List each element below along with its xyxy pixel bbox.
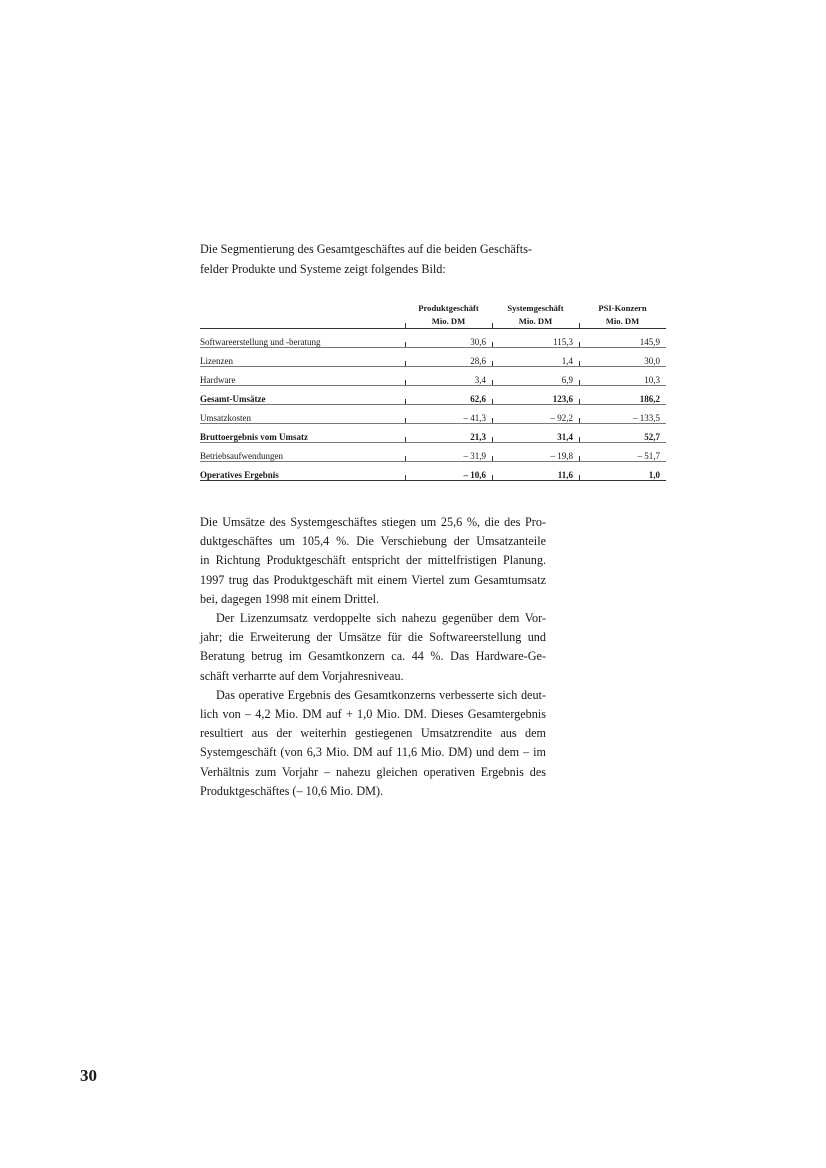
text-line: jahr; die Erweiterung der Umsätze für die Softwareerstellung und [200,630,546,645]
cell-systemgeschaeft [492,424,579,443]
text-line: Beratung betrug im Gesamtkonzern ca. 44 %. Das Hardware-Ge- [200,649,546,664]
row-label: Gesamt-Umsätze [200,386,405,405]
cell-value: – 10,6 [463,470,486,480]
cell-produktgeschaeft [405,462,492,481]
column-tick [492,399,493,404]
table-row [200,405,666,424]
cell-produktgeschaeft [405,386,492,405]
column-tick [579,437,580,442]
column-tick [405,380,406,385]
table-row-total [200,386,666,405]
unit-label: Mio. DM [518,315,553,326]
column-tick [579,475,580,480]
row-label: Hardware [200,367,405,386]
column-tick [492,323,493,328]
cell-value: 28,6 [470,356,486,366]
cell-psi-konzern [579,424,666,443]
cell-psi-konzern [579,329,666,348]
text-line: duktgeschäftes um 105,4 %. Die Verschiebung der Umsatzanteile [200,534,546,549]
page-number: 30 [80,1066,97,1085]
unit-label: Mio. DM [431,315,466,326]
header-blank [200,298,405,313]
unit-label: Mio. DM [605,315,640,326]
column-tick [405,437,406,442]
column-tick [492,361,493,366]
cell-produktgeschaeft [405,348,492,367]
cell-value: 3,4 [474,375,486,385]
cell-value: 31,4 [557,432,573,442]
text-line: Systemgeschäft (von 6,3 Mio. DM auf 11,6 Mio. DM) und dem – im [200,745,546,760]
cell-value: 30,6 [470,337,486,347]
text-line: lich von – 4,2 Mio. DM auf + 1,0 Mio. DM. Dieses Gesamtergebnis [200,707,546,722]
cell-value: 10,3 [644,375,660,385]
column-tick [405,475,406,480]
cell-psi-konzern [579,367,666,386]
cell-systemgeschaeft [492,367,579,386]
cell-value: 62,6 [470,394,486,404]
column-tick [405,418,406,423]
cell-systemgeschaeft [492,443,579,462]
cell-produktgeschaeft [405,443,492,462]
intro-paragraph [200,239,546,279]
column-tick [405,399,406,404]
column-tick [579,418,580,423]
row-label: Softwareerstellung und -beratung [200,329,405,348]
cell-value: 1,4 [561,356,573,366]
text-line: Das operative Ergebnis des Gesamtkonzerns verbesserte sich deut- [216,687,546,702]
header-psi-konzern: PSI-Konzern [598,303,647,313]
row-label: Operatives Ergebnis [200,462,405,481]
row-label: Betriebsaufwendungen [200,443,405,462]
intro-line: felder Produkte und Systeme zeigt folgendes Bild: [200,262,446,276]
column-tick [492,418,493,423]
cell-systemgeschaeft [492,386,579,405]
cell-value: 123,6 [552,394,573,404]
cell-psi-konzern [579,443,666,462]
cell-value: – 51,7 [637,451,660,461]
cell-value: 11,6 [557,470,573,480]
row-label: Umsatzkosten [200,405,405,424]
column-tick [492,380,493,385]
cell-produktgeschaeft [405,424,492,443]
cell-value: – 92,2 [550,413,573,423]
text-line: bei, dagegen 1998 mit einem Drittel. [200,591,380,606]
cell-produktgeschaeft [405,405,492,424]
cell-value: 1,0 [648,470,660,480]
unit-systemgeschaeft [492,313,579,329]
cell-systemgeschaeft [492,462,579,481]
cell-produktgeschaeft [405,367,492,386]
unit-blank [200,313,405,329]
cell-value: 21,3 [470,432,486,442]
table-row [200,443,666,462]
table-row-result [200,462,666,481]
row-label: Bruttoergebnis vom Umsatz [200,424,405,443]
column-tick [405,323,406,328]
column-tick [579,361,580,366]
column-tick [579,456,580,461]
column-tick [492,437,493,442]
text-line: Verhältnis zum Vorjahr – nahezu gleichen operativen Ergebnis des [200,764,546,779]
column-tick [579,323,580,328]
table-header-row [200,298,666,313]
header-produktgeschaeft: Produktgeschäft [418,303,479,313]
cell-value: 30,0 [644,356,660,366]
cell-value: – 41,3 [463,413,486,423]
column-tick [492,456,493,461]
cell-value: 6,9 [561,375,573,385]
table-unit-row [200,313,666,329]
cell-value: 186,2 [639,394,660,404]
cell-systemgeschaeft [492,348,579,367]
column-tick [405,361,406,366]
body-text [200,513,546,801]
cell-value: 145,9 [639,337,660,347]
cell-psi-konzern [579,405,666,424]
table-row [200,329,666,348]
text-line: Der Lizenzumsatz verdoppelte sich nahezu gegenüber dem Vor- [216,611,546,626]
text-line: schäft verharrte auf dem Vorjahresniveau. [200,668,404,683]
cell-value: – 133,5 [633,413,660,423]
cell-value: – 19,8 [550,451,573,461]
text-line: in Richtung Produktgeschäft entspricht der mittelfristigen Planung. [200,553,546,568]
cell-value: – 31,9 [463,451,486,461]
table-row [200,367,666,386]
cell-systemgeschaeft [492,405,579,424]
cell-value: 52,7 [644,432,660,442]
text-line: Produktgeschäftes (– 10,6 Mio. DM). [200,783,384,798]
text-line: Die Umsätze des Systemgeschäftes stiegen um 25,6 %, die des Pro- [200,515,546,529]
header-systemgeschaeft: Systemgeschäft [507,303,564,313]
cell-systemgeschaeft [492,329,579,348]
paragraph [200,609,546,686]
column-tick [492,342,493,347]
column-tick [405,456,406,461]
cell-psi-konzern [579,462,666,481]
column-tick [405,342,406,347]
table-row [200,348,666,367]
cell-psi-konzern [579,386,666,405]
text-line: 1997 trug das Produktgeschäft mit einem Viertel zum Gesamtumsatz [200,572,546,587]
cell-psi-konzern [579,348,666,367]
column-tick [579,399,580,404]
text-line: resultiert aus der weiterhin gestiegenen Umsatzrendite aus dem [200,726,546,741]
column-tick [579,342,580,347]
cell-produktgeschaeft [405,329,492,348]
intro-line: Die Segmentierung des Gesamtgeschäftes auf die beiden Geschäfts- [200,242,532,256]
cell-value: 115,3 [553,337,573,347]
unit-psi-konzern [579,313,666,329]
table-row-subtotal [200,424,666,443]
segment-table [200,298,666,481]
paragraph [200,513,546,609]
column-tick [579,380,580,385]
unit-produktgeschaeft [405,313,492,329]
row-label: Lizenzen [200,348,405,367]
paragraph [200,686,546,801]
column-tick [492,475,493,480]
